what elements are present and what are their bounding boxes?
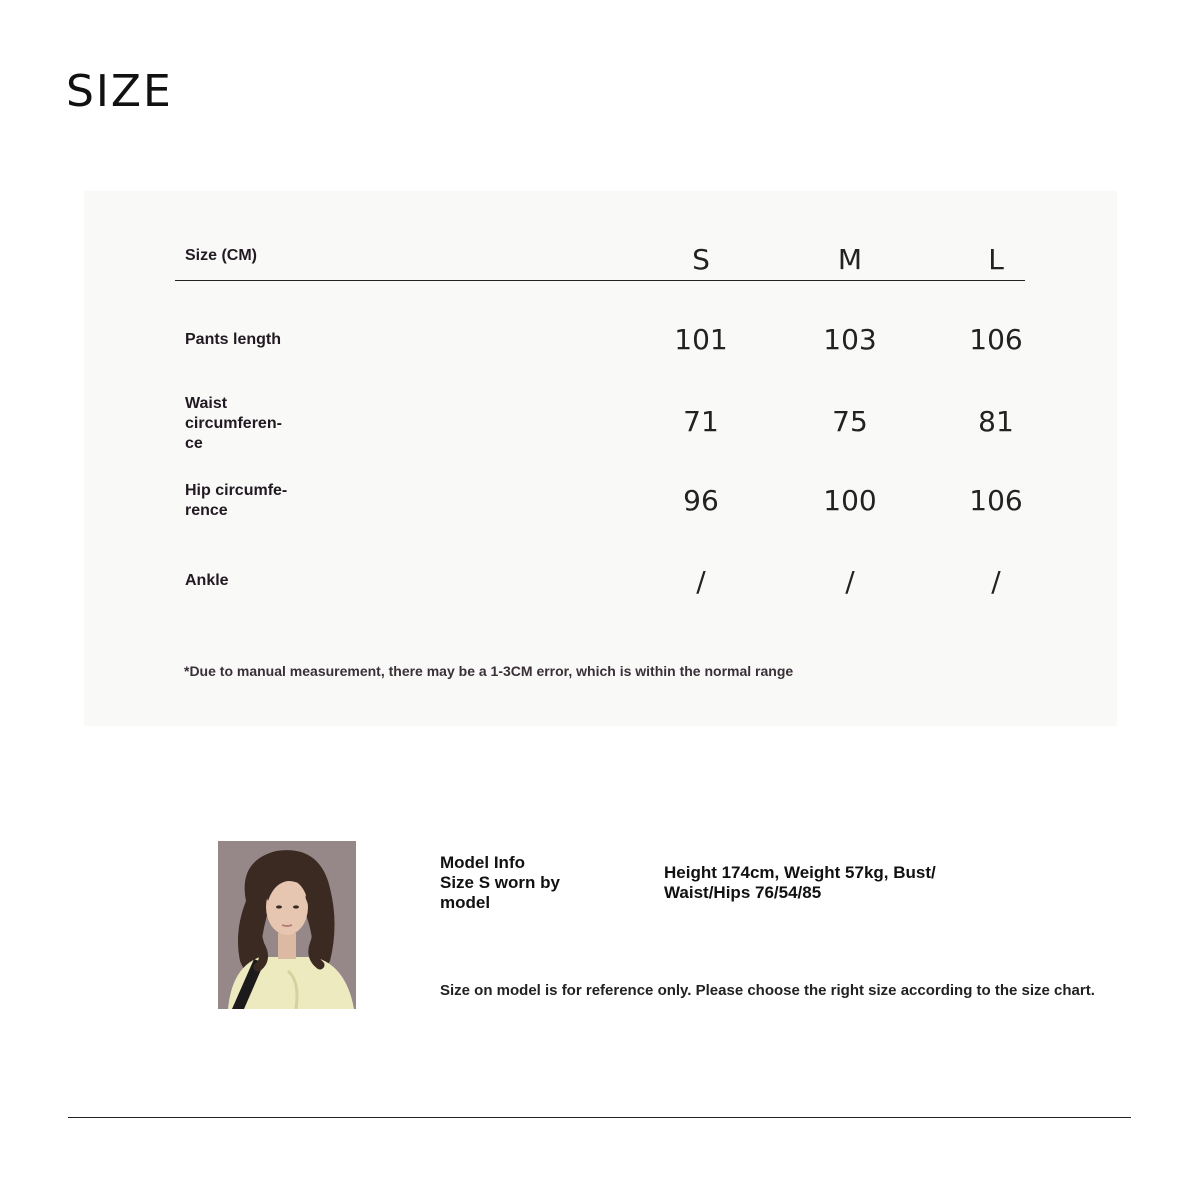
cell-hip-s: 96	[683, 484, 719, 517]
size-header-label: Size (CM)	[185, 247, 257, 264]
eye-left	[276, 905, 282, 908]
model-info-heading: Model Info	[440, 853, 525, 872]
size-column-s: S	[692, 243, 710, 276]
model-info-title	[440, 853, 600, 913]
cell-waist-s: 71	[683, 405, 719, 438]
model-size-note: Size on model is for reference only. Please choose the right size according to the size chart.	[440, 982, 1095, 999]
size-chart-panel	[84, 191, 1117, 726]
model-photo	[218, 841, 356, 1009]
size-column-l: L	[988, 243, 1004, 276]
cell-waist-l: 81	[978, 405, 1014, 438]
header-divider	[175, 280, 1025, 281]
mouth	[282, 925, 292, 926]
row-label-pants-length: Pants length	[185, 331, 282, 348]
cell-waist-m: 75	[832, 405, 868, 438]
row-label-hip: Hip circumfe-rence	[185, 482, 288, 519]
cell-ankle-m: /	[845, 565, 855, 598]
cell-ankle-s: /	[696, 565, 706, 598]
row-label-ankle: Ankle	[185, 572, 229, 589]
model-measurements: Height 174cm, Weight 57kg, Bust/ Waist/Hips 76/54/85	[664, 863, 936, 902]
page-title: SIZE	[66, 66, 173, 117]
model-size-worn: Size S worn by model	[440, 873, 560, 912]
cell-pants-length-m: 103	[823, 323, 877, 356]
model-portrait-illustration	[218, 841, 356, 1009]
measurement-note: *Due to manual measurement, there may be a 1-3CM error, which is within the normal range	[184, 663, 794, 679]
cell-ankle-l: /	[991, 565, 1001, 598]
neck	[278, 933, 296, 959]
cell-pants-length-s: 101	[674, 323, 728, 356]
cell-hip-m: 100	[823, 484, 877, 517]
row-label-waist: Waist circumferen-ce	[185, 395, 282, 452]
eye-right	[293, 905, 299, 908]
cell-pants-length-l: 106	[969, 323, 1023, 356]
size-column-m: M	[837, 243, 863, 276]
footer-divider	[68, 1117, 1131, 1118]
cell-hip-l: 106	[969, 484, 1023, 517]
